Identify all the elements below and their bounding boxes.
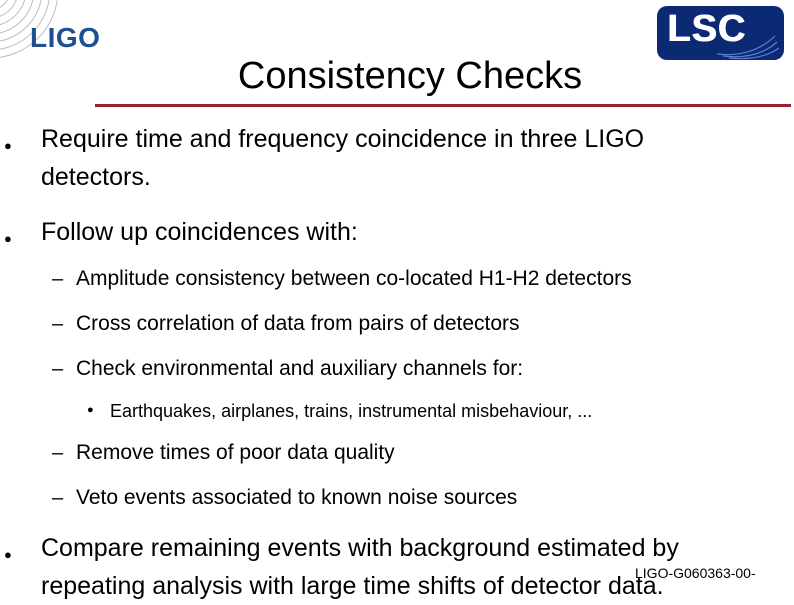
bullet-text: Follow up coincidences with: [41,218,358,246]
slide-title: Consistency Checks [237,55,583,97]
bullet-text: repeating analysis with large time shifts of detector data. [41,572,664,600]
sub-sub-bullet-text: Earthquakes, airplanes, trains, instrumental misbehaviour, ... [110,401,593,421]
bullet-text: Compare remaining events with background estimated by [41,534,679,562]
bullet-marker: ● [4,231,12,246]
dash-marker: – [52,268,64,290]
dash-marker: – [52,442,64,464]
bullet-marker: ● [87,404,94,416]
sub-bullet-text: Check environmental and auxiliary channels for: [76,357,524,380]
ligo-logo [0,0,130,62]
bullet-text: detectors. [41,163,151,191]
dash-marker: – [52,313,64,335]
bullet-marker: ● [4,547,12,562]
lsc-logo-text: LSC [667,8,746,50]
sub-bullet-text: Amplitude consistency between co-located H1-H2 detectors [76,267,632,290]
sub-bullet-text: Veto events associated to known noise sources [76,486,518,509]
dash-marker: – [52,487,64,509]
title-divider [95,104,791,107]
lsc-swirl-icon [657,6,784,60]
ligo-logo-text: LIGO [30,22,101,53]
sub-bullet-text: Cross correlation of data from pairs of detectors [76,312,520,335]
bullet-text: Require time and frequency coincidence in three LIGO [41,125,645,153]
dash-marker: – [52,358,64,380]
sub-bullet-text: Remove times of poor data quality [76,441,395,464]
lsc-logo [657,6,784,60]
bullet-marker: ● [4,138,12,153]
document-id-footer: LIGO-G060363-00- [635,565,756,581]
